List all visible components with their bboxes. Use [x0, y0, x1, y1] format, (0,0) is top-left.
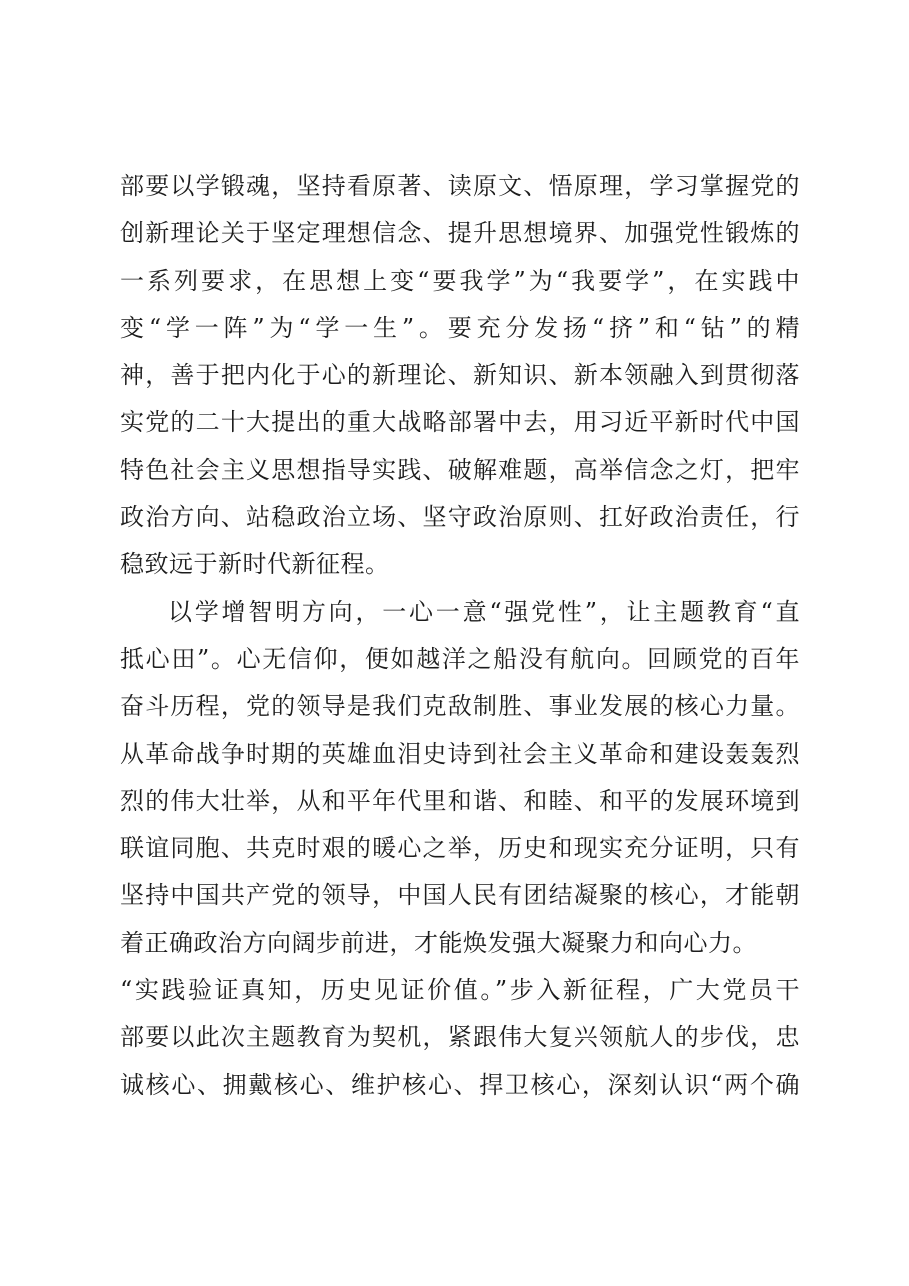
- text-line: 实党的二十大提出的重大战略部署中去，用习近平新时代中国: [120, 408, 800, 437]
- text-line: 特色社会主义思想指导实践、破解难题，高举信念之灯，把牢: [120, 455, 800, 484]
- text-line: 烈的伟大壮举，从和平年代里和谐、和睦、和平的发展环境到: [120, 786, 800, 815]
- text-line: 联谊同胞、共克时艰的暖心之举，历史和现实充分证明，只有: [120, 834, 800, 863]
- text-line: “实践验证真知，历史见证价值。”步入新征程，广大党员干: [120, 976, 800, 1005]
- text-line: 抵心田”。心无信仰，便如越洋之船没有航向。回顾党的百年: [120, 644, 800, 673]
- text-line: 神，善于把内化于心的新理论、新知识、新本领融入到贯彻落: [120, 361, 800, 390]
- body-text: [120, 163, 800, 1109]
- text-line: 部要以学锻魂，坚持看原著、读原文、悟原理，学习掌握党的: [120, 172, 800, 200]
- text-line: 一系列要求，在思想上变“要我学”为“我要学”，在实践中: [120, 266, 800, 295]
- text-line: 奋斗历程，党的领导是我们克敌制胜、事业发展的核心力量。: [120, 692, 800, 721]
- text-line: 从革命战争时期的英雄血泪史诗到社会主义革命和建设轰轰烈: [120, 739, 800, 768]
- text-line: 变“学一阵”为“学一生”。要充分发扬“挤”和“钻”的精: [120, 313, 800, 342]
- text-line: 政治方向、站稳政治立场、坚守政治原则、扛好政治责任，行: [120, 503, 800, 532]
- text-line: 创新理论关于坚定理想信念、提升思想境界、加强党性锻炼的: [120, 219, 800, 248]
- text-line: 部要以此次主题教育为契机，紧跟伟大复兴领航人的步伐，忠: [120, 1023, 800, 1052]
- text-line: 着正确政治方向阔步前进，才能焕发强大凝聚力和向心力。: [120, 928, 757, 957]
- text-line: 稳致远于新时代新征程。: [120, 550, 390, 579]
- text-line: 以学增智明方向，一心一意“强党性”，让主题教育“直: [168, 597, 800, 626]
- text-line: 诚核心、拥戴核心、维护核心、捍卫核心，深刻认识“两个确: [120, 1070, 800, 1099]
- text-line: 坚持中国共产党的领导，中国人民有团结凝聚的核心，才能朝: [120, 881, 800, 910]
